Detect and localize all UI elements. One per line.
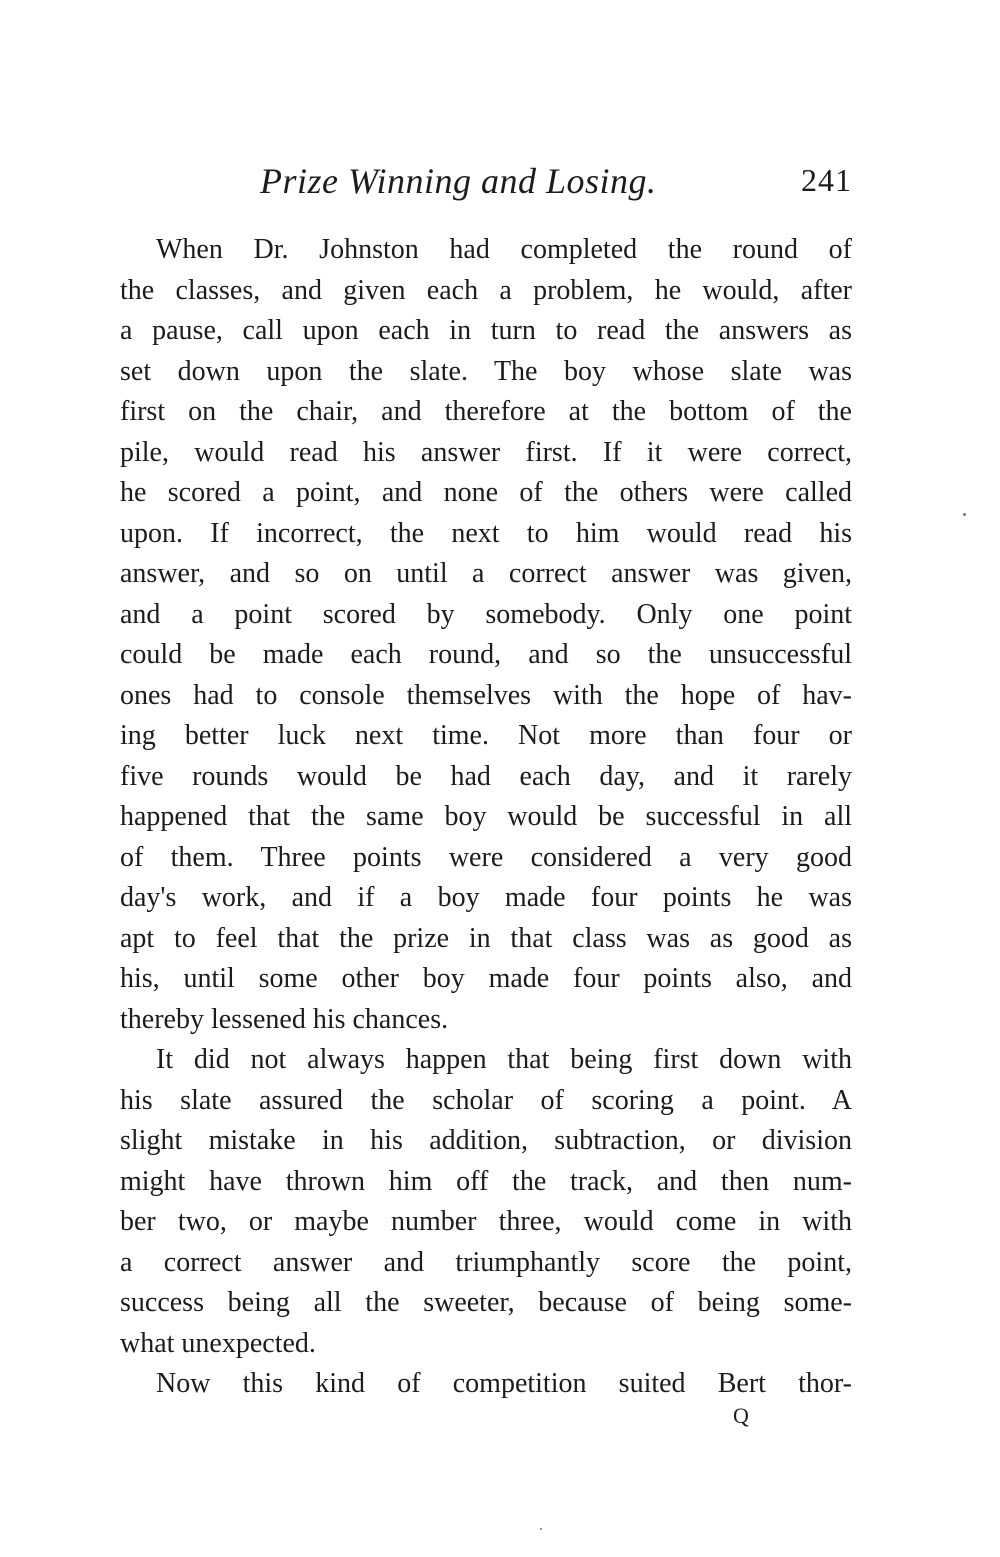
page-number: 241 [801, 162, 852, 198]
text-line: slight mistake in his addition, subtraction, or division [120, 1125, 852, 1156]
text-line: a correct answer and triumphantly score the point, [120, 1246, 852, 1278]
text-line: set down upon the slate. The boy whose slate was [120, 355, 852, 387]
text-line: might have thrown him off the track, and then num- [120, 1165, 852, 1197]
signature-mark: Q [733, 1403, 749, 1428]
text-line: his, until some other boy made four points also, and [120, 963, 852, 994]
paper-speck [963, 513, 966, 516]
text-line: five rounds would be had each day, and it rarely [120, 760, 852, 792]
text-line: a pause, call upon each in turn to read the answers as [120, 315, 852, 346]
text-line: answer, and so on until a correct answer was given, [120, 558, 852, 589]
text-line: apt to feel that the prize in that class was as good as [120, 922, 852, 954]
running-title: Prize Winning and Losing. [260, 161, 657, 201]
text-line: upon. If incorrect, the next to him would read his [120, 517, 852, 549]
running-head [120, 160, 852, 210]
text-line: When Dr. Johnston had completed the round of [156, 234, 852, 265]
text-line: thereby lessened his chances. [120, 1003, 449, 1035]
text-line: pile, would read his answer first. If it were correct, [120, 436, 852, 468]
text-line: his slate assured the scholar of scoring a point. A [120, 1084, 852, 1116]
text-line: what unexpected. [120, 1327, 316, 1359]
text-line: of them. Three points were considered a very good [120, 841, 852, 873]
paper-speck [540, 1528, 542, 1530]
text-line: ber two, or maybe number three, would come in with [120, 1206, 852, 1237]
text-line: happened that the same boy would be successful in all [120, 801, 852, 832]
text-line: he scored a point, and none of the others were called [120, 477, 852, 508]
text-line: first on the chair, and therefore at the bottom of the [120, 396, 852, 427]
text-line: Now this kind of competition suited Bert thor- [156, 1368, 852, 1399]
text-line: the classes, and given each a problem, he would, after [120, 274, 852, 306]
text-line: day's work, and if a boy made four points he was [120, 882, 852, 913]
text-line: ing better luck next time. Not more than four or [120, 720, 852, 751]
text-line: could be made each round, and so the unsuccessful [120, 639, 852, 670]
text-line: and a point scored by somebody. Only one point [120, 598, 852, 630]
body-text [120, 230, 852, 1405]
text-line: ones had to console themselves with the hope of hav- [120, 679, 852, 711]
text-line: It did not always happen that being first down with [156, 1044, 852, 1075]
text-line: success being all the sweeter, because of being some- [120, 1287, 852, 1318]
